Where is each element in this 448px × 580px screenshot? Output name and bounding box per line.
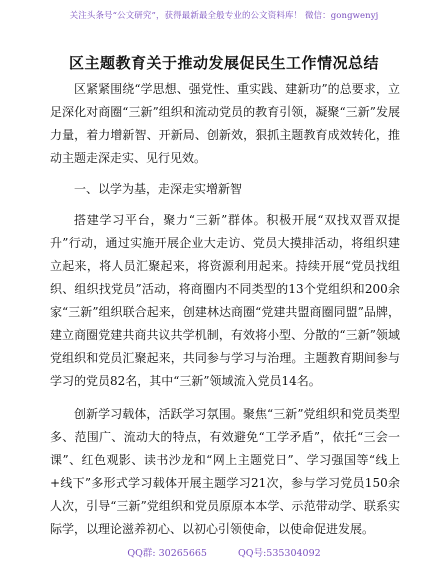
section-heading: 一、以学为基，走深走实增新智: [74, 182, 243, 196]
body-paragraph: 创新学习载体，活跃学习氛围。聚焦“三新”党组织和党员类型多、范围广、流动大的特点，有效避免“工学矛盾”，依托“三会一课”、红色观影、读书沙龙和“网上主题党日”、学习强国等“线上+线下”多形式学习载体开展主题学习21次，参与学习党员150余人次，引导“三新”党组织和党员原原本本学、示范带动学、联系实际学，以理论滋养初心、以初心引领使命，以使命促进发展。: [50, 407, 400, 536]
footer-contact: [0, 545, 448, 559]
document-title: 区主题教育关于推动发展促民生工作情况总结: [68, 54, 379, 72]
qq-group-text: QQ群: 30265665: [127, 548, 207, 559]
header-banner: 关注头条号“公文研究”，获得最新最全般专业的公文资料库！ 微信：gongwenyj: [69, 11, 379, 21]
qq-number-text: QQ号:535304092: [238, 548, 321, 559]
document-body: [50, 78, 400, 541]
intro-paragraph: 区紧紧围绕“学思想、强党性、重实践、建新功”的总要求，立足深化对商圈“三新”组织和流动党员的教育引领，凝聚“三新”发展力量，着力增新智、开新局、创新效，狠抓主题教育成效转化，推动主题走深走实、见行见效。: [50, 82, 400, 165]
body-paragraph: 搭建学习平台，聚力“三新”群体。积极开展“双找双晋双提升”行动，通过实施开展企业大走访、党员大摸排活动，将组织建立起来，将人员汇聚起来，将资源利用起来。持续开展“党员找组织、组织找党员”活动，将商圈内不同类型的13个党组织和200余家“三新”组织联合起来，创建林达商圈“党建共盟商圈同盟”品牌，建立商圈党建共商共议共学机制，有效将小型、分散的“三新”领域党组织和党员汇聚起来，共同参与学习与治理。主题教育期间参与学习的党员82名，其中“三新”领域流入党员14名。: [50, 213, 400, 388]
